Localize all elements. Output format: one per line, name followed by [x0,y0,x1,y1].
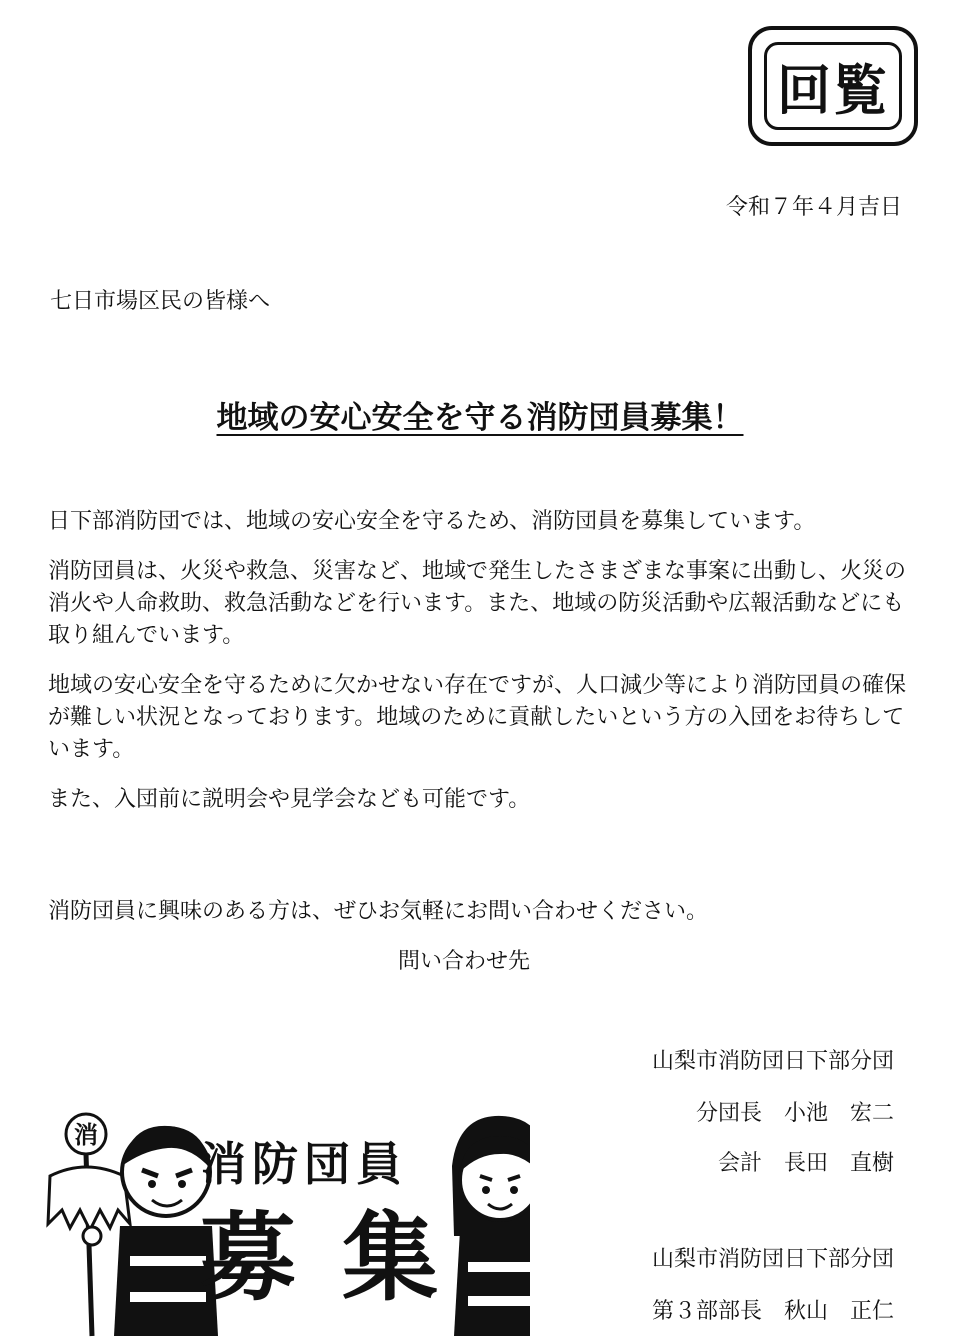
contact-person-3: 第３部部長 秋山 正仁 [651,1299,894,1324]
notice-title: 地域の安心安全を守る消防団員募集！ [216,400,744,436]
stamp-text: 回覧 [764,42,902,130]
contact-person-2: 会計 長田 直樹 [717,1151,894,1176]
badge-text: 消 [74,1121,98,1149]
recruit-heading: 消防団員 [200,1137,408,1191]
paragraph-1: 日下部消防団では、地域の安心安全を守るため、消防団員を募集しています。 [48,509,816,534]
invitation-text: 消防団員に興味のある方は、ぜひお気軽にお問い合わせください。 [48,899,709,924]
addressee: 七日市場区民の皆様へ [50,289,271,314]
paragraph-4: また、入団前に説明会や見学会なども可能です。 [48,787,531,812]
contact-org-2: 山梨市消防団日下部分団 [651,1247,894,1272]
paragraph-2: 消防団員は、火災や救急、災害など、地域で発生したさまざまな事案に出動し、火災の消火や人命救助、救急活動などを行います。また、地域の防災活動や広報活動などにも取り組んでいます。 [48,559,907,648]
contact-label: 問い合わせ先 [398,949,531,974]
notice-body [48,506,918,834]
contact-org-1: 山梨市消防団日下部分団 [651,1049,894,1074]
contact-person-1: 分団長 小池 宏二 [695,1101,894,1126]
circulation-stamp [748,26,918,146]
issue-date: 令和７年４月吉日 [725,195,902,220]
paragraph-3: 地域の安心安全を守るために欠かせない存在ですが、人口減少等により消防団員の確保が難しい状況となっております。地域のために貢献したいという方の入団をお待ちしています。 [48,673,907,762]
recruit-main: 募集 [200,1202,484,1314]
firefighter-boy-icon [48,1114,218,1336]
